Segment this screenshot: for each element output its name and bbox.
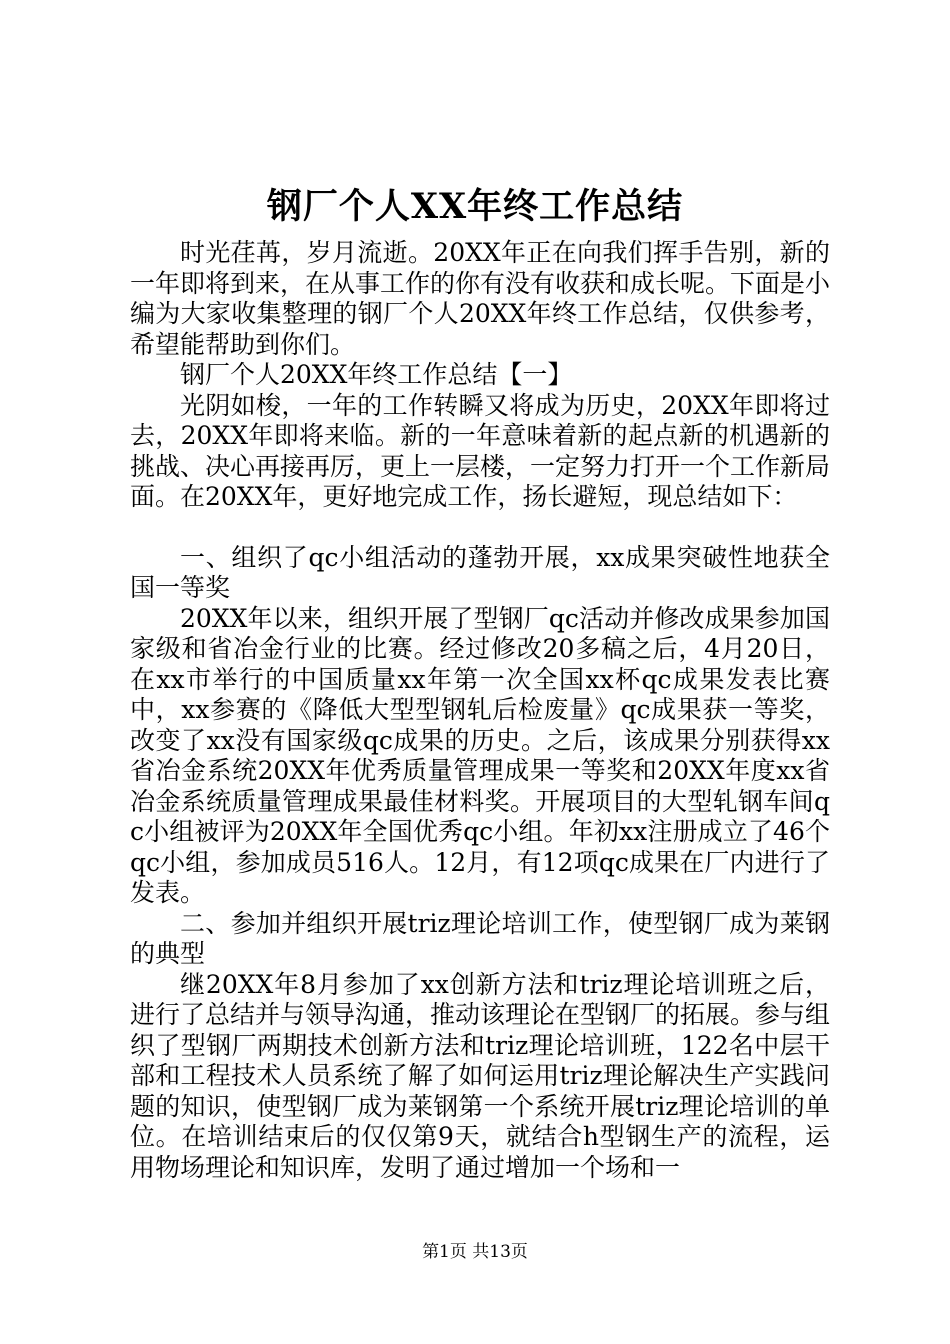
item-paragraph-2: 继20XX年8月参加了xx创新方法和triz理论培训班之后，进行了总结并与领导沟通，推动该理论在型钢厂的拓展。参与组织了型钢厂两期技术创新方法和triz理论培训班，122名中层干部和工程技术人员系统了解了如何运用triz理论解决生产实践问题的知识，使型钢厂成为莱钢第一个系统开展triz理论培训的单位。在培训结束后的仅仅第9天，就结合h型钢生产的流程，运用物场理论和知识库，发明了通过增加一个场和一 xyxy=(130,969,831,1182)
section-heading: 钢厂个人20XX年终工作总结【一】 xyxy=(180,360,573,389)
page-footer: 第1页 共13页 xyxy=(422,1242,528,1262)
intro-paragraph: 时光荏苒，岁月流逝。20XX年正在向我们挥手告别，新的一年即将到来，在从事工作的你有没有收获和成长呢。下面是小编为大家收集整理的钢厂个人20XX年终工作总结，仅供参考，希望能帮助到你们。 xyxy=(130,238,831,359)
document-title: 钢厂个人XX年终工作总结 xyxy=(266,186,684,227)
item-paragraph-1: 20XX年以来，组织开展了型钢厂qc活动并修改成果参加国家级和省冶金行业的比赛。经过修改20多稿之后，4月20日，在xx市举行的中国质量xx年第一次全国xx杯qc成果发表比赛中，xx参赛的《降低大型型钢轧后检废量》qc成果获一等奖，改变了xx没有国家级qc成果的历史。之后，该成果分别获得xx省冶金系统20XX年优秀质量管理成果一等奖和20XX年度xx省冶金系统质量管理成果最佳材料奖。开展项目的大型轧钢车间qc小组被评为20XX年全国优秀qc小组。年初xx注册成立了46个qc小组，参加成员516人。12月，有12项qc成果在厂内进行了发表。 xyxy=(130,603,830,907)
summary-paragraph: 光阴如梭，一年的工作转瞬又将成为历史，20XX年即将过去，20XX年即将来临。新的一年意味着新的起点新的机遇新的挑战、决心再接再厉，更上一层楼，一定努力打开一个工作新局面。在20XX年，更好地完成工作，扬长避短，现总结如下： xyxy=(130,390,831,511)
item-heading-2: 二、参加并组织开展triz理论培训工作，使型钢厂成为莱钢的典型 xyxy=(130,908,830,968)
document-body xyxy=(130,238,830,1183)
item-heading-1: 一、组织了qc小组活动的蓬勃开展，xx成果突破性地获全国一等奖 xyxy=(130,542,830,602)
